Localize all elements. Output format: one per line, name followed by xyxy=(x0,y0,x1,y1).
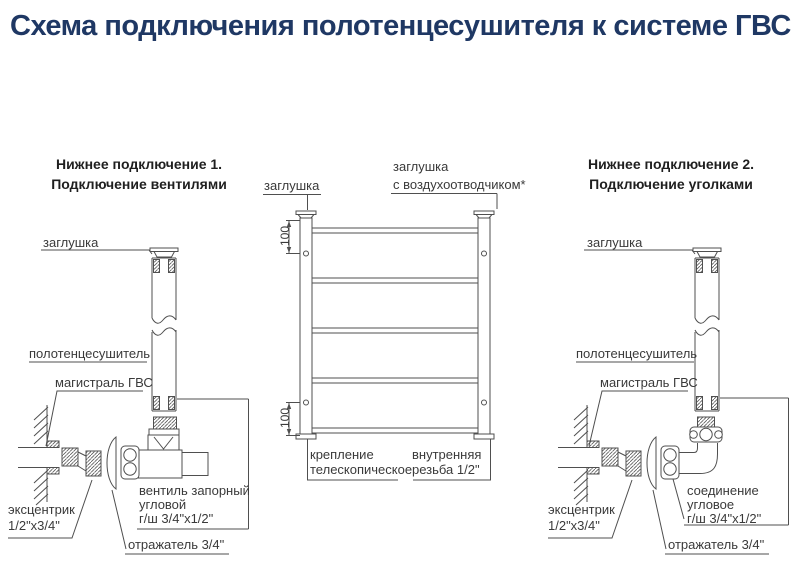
left-valve-label-line1: вентиль запорный xyxy=(139,483,250,498)
left-reflector-drawing xyxy=(107,437,116,489)
towel-rail-ladder-drawing xyxy=(296,211,494,439)
left-valve-label-line3: г/ш 3/4"x1/2" xyxy=(139,511,214,526)
right-header-line1: Нижнее подключение 2. xyxy=(587,156,755,172)
left-header-line1: Нижнее подключение 1. xyxy=(55,156,223,172)
left-wall-and-main-drawing xyxy=(18,405,59,505)
left-plug-label: заглушка xyxy=(43,235,99,250)
right-elbow-label-line3: г/ш 3/4"x1/2" xyxy=(687,511,762,526)
right-elbow-label-line2: угловое xyxy=(687,497,735,512)
left-reflector-label: отражатель 3/4" xyxy=(128,537,225,552)
left-header-line2: Подключение вентилями xyxy=(51,176,227,192)
right-reflector-drawing xyxy=(647,437,656,489)
right-plug-label: заглушка xyxy=(587,235,643,250)
right-eccentric-label-line1: эксцентрик xyxy=(548,502,615,517)
left-eccentric-label-line2: 1/2"x3/4" xyxy=(8,518,60,533)
left-towel-rail-label: полотенцесушитель xyxy=(29,346,151,361)
left-eccentric-label-line1: эксцентрик xyxy=(8,502,75,517)
right-wall-and-main-drawing xyxy=(558,405,599,505)
right-hws-main-label: магистраль ГВС xyxy=(600,375,698,390)
right-reflector-label: отражатель 3/4" xyxy=(668,537,765,552)
center-thread-label-line2: резьба 1/2" xyxy=(412,462,480,477)
left-valve-label-line2: угловой xyxy=(139,497,187,512)
center-airvent-label-line1: заглушка xyxy=(393,159,449,174)
left-valve-drawing xyxy=(121,417,208,479)
center-airvent-label-line2: с воздухоотводчиком* xyxy=(393,177,526,192)
right-header-line2: Подключение уголками xyxy=(589,176,753,192)
dimension-top-value: 100 xyxy=(278,225,292,247)
center-mount-label-line2: телескопическое xyxy=(310,462,413,477)
left-towel-pipe-drawing xyxy=(150,248,178,411)
left-hws-main-label: магистраль ГВС xyxy=(55,375,153,390)
right-elbow-label-line1: соединение xyxy=(687,483,759,498)
dimension-bottom-value: 100 xyxy=(278,407,292,429)
center-plug-label: заглушка xyxy=(264,178,320,193)
right-eccentric-label-line2: 1/2"x3/4" xyxy=(548,518,600,533)
center-mount-label-line1: крепление xyxy=(310,447,374,462)
right-eccentric-drawing xyxy=(602,448,641,476)
left-eccentric-drawing xyxy=(62,448,101,476)
right-elbow-drawing xyxy=(661,417,722,479)
center-thread-label-line1: внутренняя xyxy=(412,447,482,462)
right-towel-rail-label: полотенцесушитель xyxy=(576,346,698,361)
page-title: Схема подключения полотенцесушителя к системе ГВС xyxy=(10,10,791,42)
